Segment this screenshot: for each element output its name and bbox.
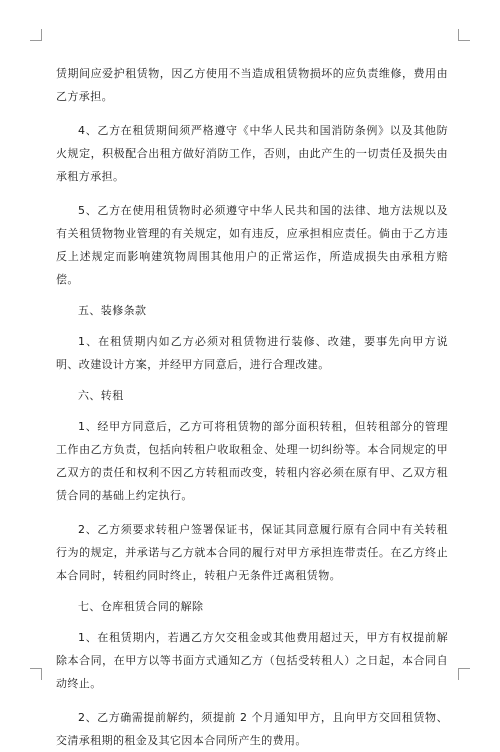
section-heading-renovation: 五、装修条款 xyxy=(78,304,147,317)
section-heading-termination: 七、仓库租赁合同的解除 xyxy=(78,600,204,613)
paragraph-clause-5: 5、乙方在使用租赁物时必须遵守中华人民共和国的法律、地方法规以及有关租赁物物业管理的有关规定，如有违反，应承担相应责任。倘由于乙方违反上述规定而影响建筑物周围其他用户的正常运作，所造成损失由承租方赔偿。 xyxy=(56,204,448,286)
crop-mark-top-left-v xyxy=(41,29,42,41)
paragraph-continuation: 赁期间应爱护租赁物，因乙方使用不当造成租赁物损坏的应负责维修，费用由乙方承担。 xyxy=(56,67,448,103)
crop-mark-top-right-h xyxy=(458,40,470,41)
crop-mark-top-right-v xyxy=(458,29,459,41)
paragraph-termination-2: 2、乙方确需提前解约，须提前 2 个月通知甲方，且向甲方交回租赁物、交清承租期的租金及其它因本合同所产生的费用。 xyxy=(56,711,448,747)
paragraph-sublease-1: 1、经甲方同意后，乙方可将租赁物的部分面积转租，但转租部分的管理工作由乙方负责，包括向转租户收取租金、处理一切纠纷等。本合同规定的甲乙双方的责任和权利不因乙方转租而改变，转租内容必须在原有甲、乙双方租赁合同的基础上约定执行。 xyxy=(56,420,448,502)
crop-mark-bottom-right-v xyxy=(458,668,459,680)
paragraph-sublease-2: 2、乙方须要求转租户签署保证书，保证其同意履行原有合同中有关转租行为的规定，并承诺与乙方就本合同的履行对甲方承担连带责任。在乙方终止本合同时，转租约同时终止，转租户无条件迁离租赁物。 xyxy=(56,523,448,582)
crop-mark-bottom-left-v xyxy=(41,668,42,680)
paragraph-termination-1: 1、在租赁期内，若遇乙方欠交租金或其他费用超过天，甲方有权提前解除本合同，在甲方以等书面方式通知乙方（包括受转租人）之日起，本合同自动终止。 xyxy=(56,631,448,690)
document-body xyxy=(56,62,448,752)
crop-mark-bottom-right-h xyxy=(458,668,470,669)
paragraph-renovation-1: 1、在租赁期内如乙方必须对租赁物进行装修、改建，要事先向甲方说明、改建设计方案，并经甲方同意后，进行合理改建。 xyxy=(56,335,448,371)
paragraph-clause-4: 4、乙方在租赁期间须严格遵守《中华人民共和国消防条例》以及其他防火规定，积极配合出租方做好消防工作，否则，由此产生的一切责任及损失由承租方承担。 xyxy=(56,124,448,183)
section-heading-sublease: 六、转租 xyxy=(78,389,124,402)
